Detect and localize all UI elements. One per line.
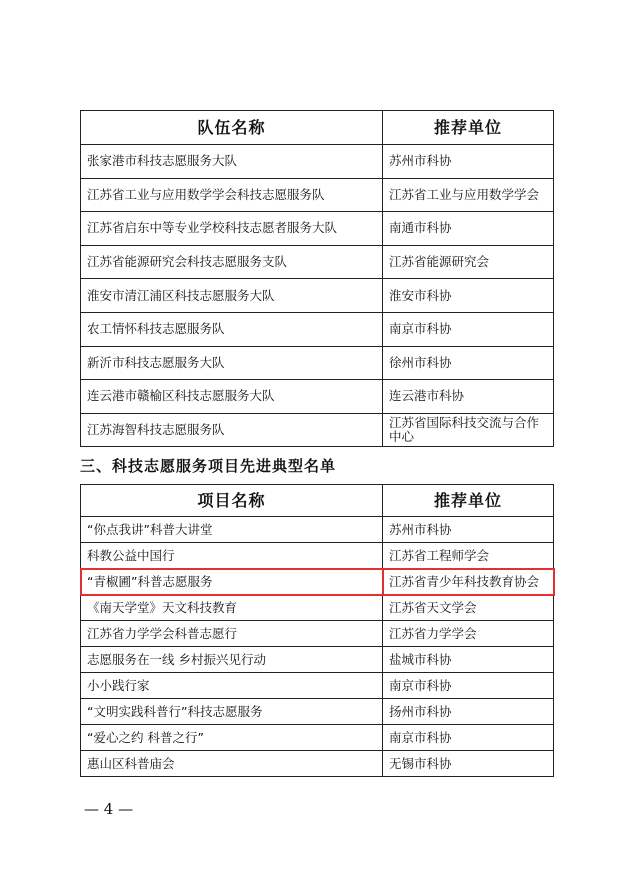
table-row	[81, 699, 554, 725]
table-row	[81, 673, 554, 699]
team-name-cell: 新沂市科技志愿服务大队	[81, 346, 383, 380]
unit-cell: 江苏省工程师学会	[383, 543, 554, 569]
table-row	[81, 312, 554, 346]
unit-cell: 南京市科协	[383, 312, 554, 346]
column-header-recommending-unit: 推荐单位	[383, 111, 554, 145]
table-row	[81, 346, 554, 380]
table-row	[81, 245, 554, 279]
unit-cell: 苏州市科协	[383, 517, 554, 543]
table-row	[81, 751, 554, 777]
column-header-team-name: 队伍名称	[81, 111, 383, 145]
table-row	[81, 279, 554, 313]
unit-cell: 江苏省力学学会	[383, 621, 554, 647]
table-row	[81, 145, 554, 179]
project-list-table	[80, 484, 554, 777]
column-header-recommending-unit: 推荐单位	[383, 485, 554, 517]
project-name-cell: “你点我讲”科普大讲堂	[81, 517, 383, 543]
table-row	[81, 413, 554, 447]
team-name-cell: 淮安市清江浦区科技志愿服务大队	[81, 279, 383, 313]
table-row	[81, 621, 554, 647]
table-row	[81, 543, 554, 569]
project-name-cell: 江苏省力学学会科普志愿行	[81, 621, 383, 647]
unit-cell: 扬州市科协	[383, 699, 554, 725]
table-row	[81, 517, 554, 543]
table-row	[81, 595, 554, 621]
unit-cell: 江苏省青少年科技教育协会	[383, 569, 554, 595]
unit-cell: 连云港市科协	[383, 380, 554, 414]
table-header-row	[81, 111, 554, 145]
project-name-cell: “爱心之约 科普之行”	[81, 725, 383, 751]
section-heading: 三、科技志愿服务项目先进典型名单	[80, 457, 337, 475]
team-name-cell: 江苏省工业与应用数学学会科技志愿服务队	[81, 178, 383, 212]
unit-cell: 南京市科协	[383, 673, 554, 699]
column-header-project-name: 项目名称	[81, 485, 383, 517]
unit-cell: 苏州市科协	[383, 145, 554, 179]
unit-cell: 南京市科协	[383, 725, 554, 751]
table-row	[81, 380, 554, 414]
team-name-cell: 农工情怀科技志愿服务队	[81, 312, 383, 346]
project-name-cell: 《南天学堂》天文科技教育	[81, 595, 383, 621]
page-number: — 4 —	[84, 800, 134, 818]
unit-cell: 江苏省国际科技交流与合作中心	[383, 413, 554, 447]
team-name-cell: 江苏省能源研究会科技志愿服务支队	[81, 245, 383, 279]
project-name-cell: 志愿服务在一线 乡村振兴见行动	[81, 647, 383, 673]
unit-cell: 江苏省天文学会	[383, 595, 554, 621]
table-row	[81, 647, 554, 673]
project-name-cell: 科教公益中国行	[81, 543, 383, 569]
highlighted-table-row	[81, 569, 554, 595]
project-name-cell: 惠山区科普庙会	[81, 751, 383, 777]
unit-cell: 盐城市科协	[383, 647, 554, 673]
project-name-cell: 小小践行家	[81, 673, 383, 699]
team-list-table	[80, 110, 554, 447]
project-name-cell: “文明实践科普行”科技志愿服务	[81, 699, 383, 725]
unit-cell: 无锡市科协	[383, 751, 554, 777]
project-name-cell: “青椒圃”科普志愿服务	[81, 569, 383, 595]
team-name-cell: 江苏省启东中等专业学校科技志愿者服务大队	[81, 212, 383, 246]
table-header-row	[81, 485, 554, 517]
unit-cell: 淮安市科协	[383, 279, 554, 313]
team-name-cell: 江苏海智科技志愿服务队	[81, 413, 383, 447]
team-name-cell: 张家港市科技志愿服务大队	[81, 145, 383, 179]
unit-cell: 徐州市科协	[383, 346, 554, 380]
table-row	[81, 178, 554, 212]
unit-cell: 江苏省工业与应用数学学会	[383, 178, 554, 212]
table-row	[81, 725, 554, 751]
unit-cell: 江苏省能源研究会	[383, 245, 554, 279]
unit-cell: 南通市科协	[383, 212, 554, 246]
team-name-cell: 连云港市赣榆区科技志愿服务大队	[81, 380, 383, 414]
table-row	[81, 212, 554, 246]
